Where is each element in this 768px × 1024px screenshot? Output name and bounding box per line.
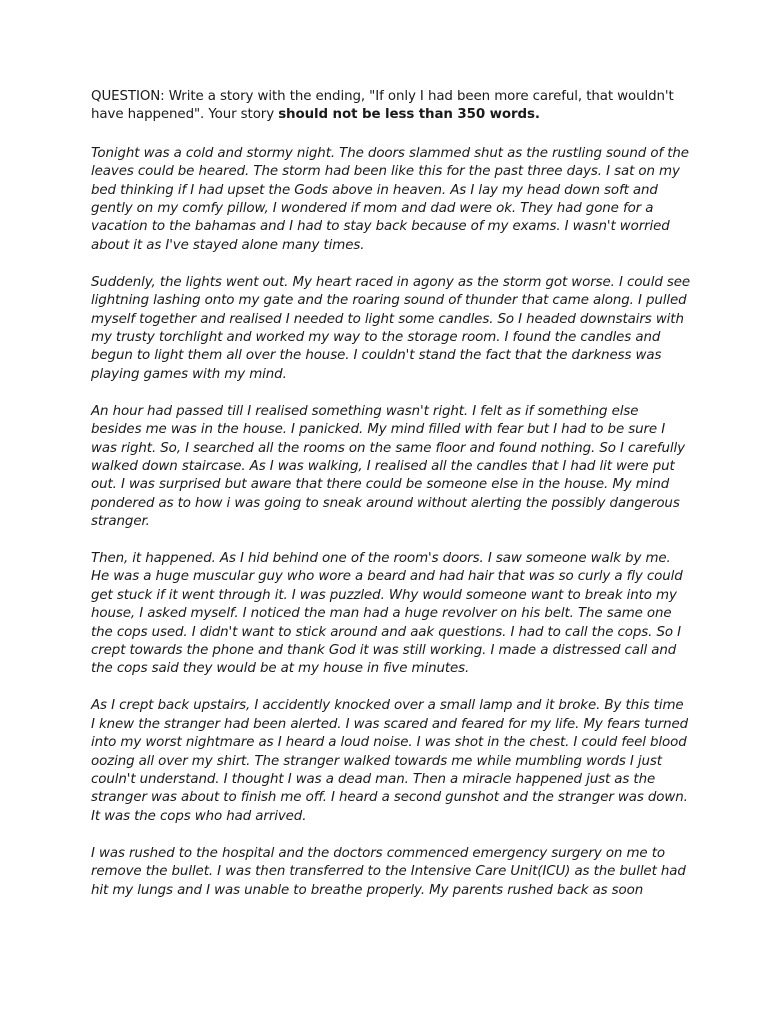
story-paragraph-6: I was rushed to the hospital and the doctors commenced emergency surgery on me to remove the bullet. I was then transferred to the Intensive Care Unit(ICU) as the bullet had hit my lungs and I was unable to breathe properly. My parents rushed back as soon [91,845,686,898]
question-word-requirement: should not be less than 350 words. [278,107,540,123]
story-paragraph-5: As I crept back upstairs, I accidently knocked over a small lamp and it broke. By this time I knew the stranger had been alerted. I was scared and feared for my life. My fears turned into my worst nightmare as I heard a loud noise. I was shot in the chest. I could feel blood oozing all over my shirt. The stranger walked towards me while mumbling words I just couln't understand. I thought I was a dead man. Then a miracle happened just as the stranger was about to finish me off. I heard a second gunshot and the stranger was down. It was the cops who had arrived. [91,698,689,824]
document-page [91,88,691,918]
story-paragraph-3: An hour had passed till I realised something wasn't right. I felt as if something else besides me was in the house. I panicked. My mind filled with fear but I had to be sure I was right. So, I searched all the rooms on the same floor and found nothing. So I carefully walked down staircase. As I was walking, I realised all the candles that I had lit were put out. I was surprised but aware that there could be someone else in the house. My mind pondered as to how i was going to sneak around without alerting the possibly dangerous stranger. [91,403,685,530]
question-text: QUESTION: Write a story with the ending, "If only I had been more careful, that wouldn't have happened". Your story [91,89,674,123]
story-paragraph-4: Then, it happened. As I hid behind one of the room's doors. I saw someone walk by me. He was a huge muscular guy who wore a beard and had hair that was so curly a fly could get stuck if it went through it. I was puzzled. Why would someone want to break into my house, I asked myself. I noticed the man had a huge revolver on his belt. The same one the cops used. I didn't want to stick around and aak questions. I had to call the cops. So I crept towards the phone and thank God it was still working. I made a distressed call and the cops said they would be at my house in five minutes. [91,551,683,677]
story-paragraph-2: Suddenly, the lights went out. My heart raced in agony as the storm got worse. I could see lightning lashing onto my gate and the roaring sound of thunder that came along. I pulled myself together and realised I needed to light some candles. So I headed downstairs with my trusty torchlight and worked my way to the storage room. I found the candles and begun to light them all over the house. I couldn't stand the fact that the darkness was playing games with my mind. [91,274,691,382]
story-paragraph-1: Tonight was a cold and stormy night. The doors slammed shut as the rustling sound of the leaves could be heared. The storm had been like this for the past three days. I sat on my bed thinking if I had upset the Gods above in heaven. As I lay my head down soft and gently on my comfy pillow, I wondered if mom and dad were ok. They had gone for a vacation to the bahamas and I had to stay back because of my exams. I wasn't worried about it as I've stayed alone many times. [91,145,689,253]
question-prompt [91,88,691,125]
